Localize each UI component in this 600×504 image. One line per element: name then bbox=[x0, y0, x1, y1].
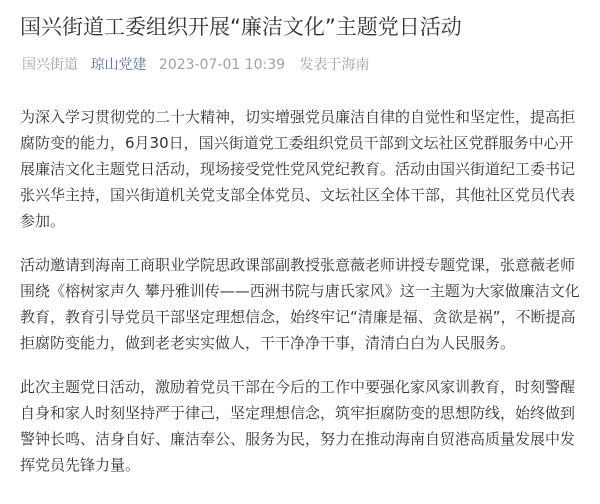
publish-time: 2023-07-01 10:39 bbox=[158, 57, 286, 73]
article-meta bbox=[22, 55, 378, 75]
article-body bbox=[20, 104, 588, 478]
paragraph: 此次主题党日活动，激励着党员干部在今后的工作中要强化家风家训教育，时刻警醒自身和家人时刻坚持严于律己，坚定理想信念，筑牢拒腐防变的思想防线，始终做到警钟长鸣、洁身自好、廉洁奉公、服务为民，努力在推动海南自贸港高质量发展中发挥党员先锋力量。 bbox=[20, 378, 576, 474]
article-title: 国兴街道工委组织开展“廉洁文化”主题党日活动 bbox=[20, 15, 462, 39]
paragraph: 活动邀请到海南工商职业学院思政课部副教授张意薇老师讲授专题党课，张意薇老师围绕《榕树家声久 攀丹雅训传——西洲书院与唐氏家风》这一主题为大家做廉洁文化教育，教育引导党员干部坚定理想信念，始终牢记“清廉是福、贪欲是祸”，不断提高拒腐防变能力，做到老老实实做人，干干净净干事，清清白白为人民服务。 bbox=[20, 256, 580, 352]
account-name-link[interactable]: 琼山党建 bbox=[90, 57, 147, 73]
paragraph: 为深入学习贯彻党的二十大精神，切实增强党员廉洁自律的自觉性和坚定性，提高拒腐防变的能力，6月30日，国兴街道党工委组织党员干部到文坛社区党群服务中心开展廉洁文化主题党日活动，现场接受党性党风党纪教育。活动由国兴街道纪工委书记张兴华主持，国兴街道机关党支部全体党员、文坛社区全体干部，其他社区党员代表参加。 bbox=[20, 108, 576, 230]
article-source: 国兴街道 bbox=[22, 57, 78, 73]
publish-location: 发表于海南 bbox=[299, 57, 370, 73]
